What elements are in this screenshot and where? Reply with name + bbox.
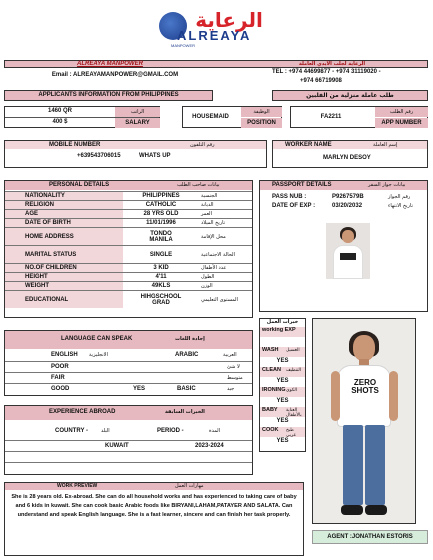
personal-row <box>5 281 252 290</box>
personal-row-label: HOME ADDRESS <box>5 228 123 245</box>
agent-label: AGENT :JONATHAN ESTORIS <box>327 534 413 540</box>
personal-header: PERSONAL DETAILS <box>49 182 110 188</box>
worker-label-arabic: إسم العاملة <box>373 142 398 148</box>
exp-country-label: COUNTRY - <box>55 428 88 434</box>
skill-label: working EXP <box>262 327 296 333</box>
company-arabic: الرعاية لجلب الأيدي العاملة <box>298 61 366 67</box>
skills-header-arabic: خبرات العمل <box>266 319 299 325</box>
personal-row <box>5 272 252 281</box>
mobile-value: +639543706015 <box>77 153 121 159</box>
personal-row <box>5 227 252 245</box>
lang-level-english: YES <box>133 386 146 392</box>
personal-row-arabic: عدد الأطفال <box>201 265 227 271</box>
exp-country-arabic: البلد <box>101 428 110 434</box>
mobile-label-arabic: رقم التلفون <box>190 142 215 148</box>
logo-tag: MANPOWER <box>171 43 195 48</box>
personal-header-arabic: بيانات صاحب الطلب <box>177 182 220 188</box>
salary-usd-value: 400 $ <box>52 119 68 125</box>
lang-level-label: FAIR <box>51 375 65 381</box>
company-tel-1: TEL : +974 44699877 - +974 31119020 - <box>272 69 381 75</box>
position-label: POSITION <box>241 118 282 128</box>
personal-row-value: 3 KID <box>153 265 169 271</box>
skill-label-arabic: العناية بالأطفال <box>286 408 302 418</box>
skill-label: IRONING <box>262 387 286 393</box>
personal-row-value: PHILIPPINES <box>142 193 180 199</box>
salary-qr-value: 1460 QR <box>47 108 72 114</box>
language-rows <box>5 361 252 395</box>
skill-row <box>260 367 305 387</box>
skills-table <box>259 318 306 452</box>
lang-level-arabic-label: لا شئ <box>227 364 240 370</box>
position-value: HOUSEMAID <box>192 114 229 120</box>
skill-label: COOK <box>262 427 279 433</box>
exp-period-arabic: المدة <box>209 428 221 434</box>
personal-row-value: TONDO MANILA <box>149 230 173 243</box>
passport-header-arabic: بيانات جواز السفر <box>368 182 406 188</box>
experience-rows <box>5 440 252 474</box>
pass-exp-value: 03/20/2032 <box>332 203 363 209</box>
whatsapp-label: WHATS UP <box>139 153 171 159</box>
personal-row-label: RELIGION <box>5 201 123 209</box>
skill-label-arabic: التنظيف <box>286 368 302 373</box>
lang-english: ENGLISH <box>51 352 78 358</box>
skill-label-arabic: الغسيل <box>286 348 300 353</box>
personal-row <box>5 209 252 218</box>
personal-row <box>5 290 252 308</box>
pass-number-value: P9267579B <box>332 194 364 200</box>
personal-row-label: DATE OF BIRTH <box>5 219 123 227</box>
personal-row <box>5 263 252 272</box>
pass-exp-label: DATE OF EXP : <box>272 203 316 209</box>
work-preview-header: WORK PREVIEW <box>57 483 98 489</box>
experience-row <box>5 451 252 462</box>
pass-number-arabic: رقم الجواز <box>388 194 411 200</box>
language-row <box>5 383 252 394</box>
language-header-arabic: إجادة اللغات <box>175 336 205 342</box>
pass-number-label: PASS NUB : <box>272 194 307 200</box>
personal-row-label: NATIONALITY <box>5 192 123 200</box>
skill-label: BABY <box>262 407 278 413</box>
pass-exp-arabic: تاريخ الانتهاء <box>388 203 413 209</box>
passport-details <box>259 180 428 312</box>
worker-value: MARLYN DESOY <box>323 155 371 161</box>
personal-row <box>5 245 252 263</box>
app-value: FA2211 <box>320 114 342 120</box>
skill-label: CLEAN <box>262 367 281 373</box>
title-bar-right <box>272 90 428 101</box>
personal-row-value: HIHGSCHOOL GRAD <box>140 293 182 306</box>
passport-header: PASSPORT DETAILS <box>272 182 332 188</box>
skill-value: YES <box>276 418 289 424</box>
experience-table <box>4 405 253 475</box>
logo-arabic: الرعاية <box>195 8 263 32</box>
title-bar-left <box>4 90 213 101</box>
personal-row-arabic: الحالة الاجتماعية <box>201 251 235 258</box>
lang-arabic-arabic: العربية <box>223 352 237 358</box>
personal-row-arabic: محل الإقامة <box>201 233 226 240</box>
experience-header: EXPERIENCE ABROAD <box>49 409 116 415</box>
title-right-arabic: طلب عاملة منزلية من الفلبين <box>306 92 394 99</box>
company-name: ALREAYA MANPOWER <box>77 61 143 67</box>
experience-header-arabic: الخبرات السابقة <box>165 409 205 415</box>
personal-row <box>5 218 252 227</box>
personal-row-arabic: الديانة <box>201 202 214 208</box>
position-label-arabic: الوظيفة <box>241 107 282 117</box>
personal-row-arabic: تاريخ الميلاد <box>201 220 226 226</box>
personal-row-value: CATHOLIC <box>145 202 177 208</box>
personal-row-value: 49KLS <box>151 283 171 289</box>
work-preview <box>4 482 304 556</box>
applicant-photo-small <box>326 223 370 279</box>
shirt-print: ZERO SHOTS <box>351 378 379 395</box>
worker-label: WORKER NAME <box>285 142 332 148</box>
experience-row <box>5 440 252 451</box>
personal-details-table <box>4 180 253 318</box>
work-preview-header-arabic: مهارات العمل <box>175 483 204 489</box>
lang-level-arabic: BASIC <box>177 386 196 392</box>
worker-block <box>272 140 428 168</box>
lang-english-arabic: الانجليزية <box>89 352 108 358</box>
personal-row-label: NO.OF CHILDREN <box>5 264 123 272</box>
skill-label-arabic: الكوي <box>286 388 297 393</box>
language-row <box>5 372 252 383</box>
work-preview-text: She is 28 years old. Ex-abroad. She can do all household works and has experienced to taking care of baby and 6 kids in kuwait. She can cook basic Arabic foods like BIRYANI,LAHAM,PATAYER AND SALATA. Can understand and speak English language. She is a fast learner, sincere and can finish her task properly. <box>11 494 297 518</box>
logo <box>157 10 277 48</box>
personal-row-label: HEIGHT <box>5 273 123 281</box>
personal-row-arabic: العمر <box>201 211 212 217</box>
personal-row-arabic: الوزن <box>201 283 213 289</box>
skill-row <box>260 387 305 407</box>
language-header: LANGUAGE CAN SPEAK <box>61 336 133 342</box>
skill-row <box>260 427 305 447</box>
exp-row-country: KUWAIT <box>105 443 129 449</box>
lang-level-label: POOR <box>51 364 69 370</box>
skill-value: YES <box>276 358 289 364</box>
salary-block <box>4 106 160 128</box>
mobile-label: MOBILE NUMBER <box>49 142 101 148</box>
salary-qr-label: الراتب <box>115 107 160 117</box>
lang-arabic: ARABIC <box>175 352 199 358</box>
language-table <box>4 330 253 396</box>
personal-row-value: 11/01/1996 <box>146 220 176 226</box>
skill-value: YES <box>276 438 289 444</box>
personal-row-label: AGE <box>5 210 123 218</box>
personal-row-value: 28 YRS OLD <box>143 211 179 217</box>
lang-level-label: GOOD <box>51 386 70 392</box>
personal-row-arabic: المستوى التعليمي <box>201 296 238 303</box>
mobile-block <box>4 140 267 168</box>
skill-row <box>260 327 305 347</box>
personal-row-arabic: الطول <box>201 274 215 280</box>
experience-row <box>5 462 252 473</box>
personal-row-value: 4'11 <box>155 274 167 280</box>
skill-label: WASH <box>262 347 279 353</box>
personal-row-arabic: الجنسية <box>201 193 218 199</box>
position-block <box>182 106 282 128</box>
skill-row <box>260 347 305 367</box>
skill-value: YES <box>276 398 289 404</box>
lang-level-arabic-label: جيد <box>227 386 235 392</box>
exp-row-period: 2023-2024 <box>195 443 224 449</box>
personal-row <box>5 200 252 209</box>
lang-level-arabic-label: متوسط <box>227 375 243 381</box>
personal-rows <box>5 191 252 317</box>
logo-latin: ALREAYA <box>177 28 252 43</box>
app-block <box>290 106 428 128</box>
title-left: APPLICANTS INFORMATION FROM PHILIPPINES <box>38 92 179 98</box>
applicant-photo-large <box>312 318 416 524</box>
personal-row-label: MARITAL STATUS <box>5 246 123 263</box>
personal-row <box>5 191 252 200</box>
company-tel-2: +974 66719908 <box>300 78 342 84</box>
skill-value: YES <box>276 378 289 384</box>
agent-box <box>312 530 428 544</box>
skill-row <box>260 407 305 427</box>
personal-row-label: WEIGHT <box>5 282 123 290</box>
app-label: APP NUMBER <box>375 118 428 128</box>
salary-label: SALARY <box>115 118 160 128</box>
personal-row-label: EDUCATIONAL <box>5 291 123 308</box>
company-email: Email : ALREAYAMANPOWER@GMAIL.COM <box>51 72 179 78</box>
skill-rows <box>260 327 305 451</box>
exp-period-label: PERIOD - <box>157 428 184 434</box>
language-row <box>5 361 252 372</box>
personal-row-value: SINGLE <box>149 251 173 258</box>
skill-label-arabic: طبخ عربي <box>286 428 297 438</box>
app-label-arabic: رقم الطلب <box>375 107 428 117</box>
